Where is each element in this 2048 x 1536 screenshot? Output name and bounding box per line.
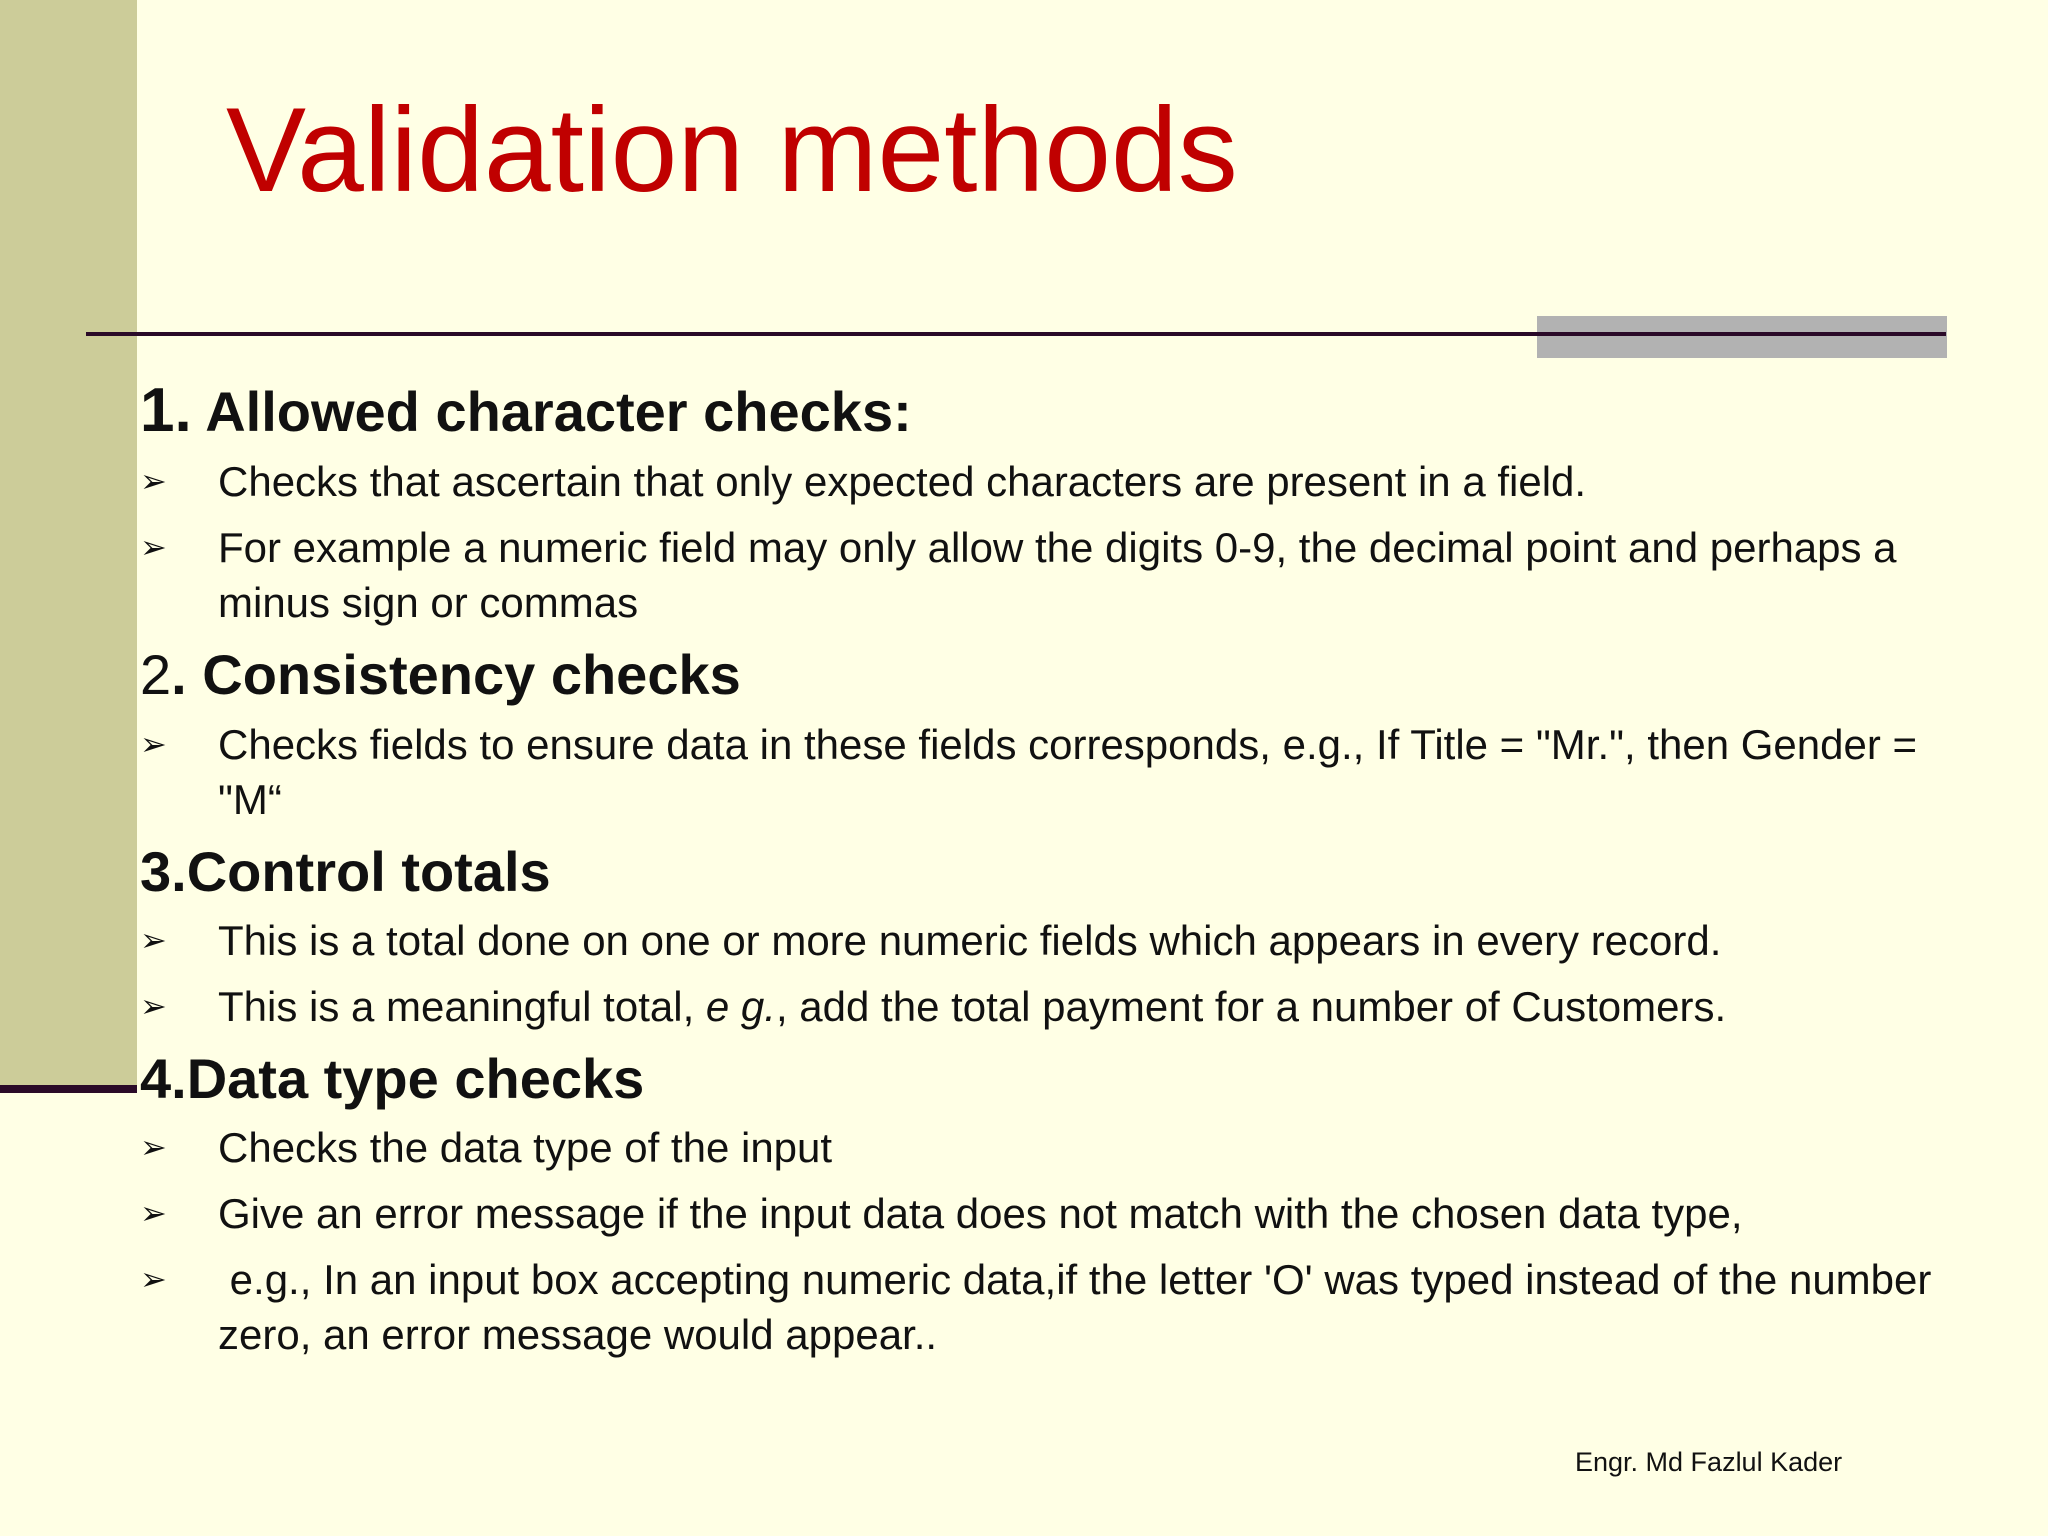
bullet-item	[140, 1252, 1944, 1362]
section-title: . Consistency checks	[171, 643, 741, 707]
arrowhead-bullet-icon: ➢	[140, 1128, 167, 1165]
section-heading-consistency-checks	[140, 641, 1940, 708]
bullet-item	[140, 1120, 1940, 1175]
bullet-text: This is a total done on one or more numeric fields which appears in every record.	[218, 916, 1722, 964]
arrowhead-bullet-icon: ➢	[140, 1260, 167, 1297]
section-number: 2	[140, 643, 172, 707]
slide-content	[140, 370, 1944, 1373]
arrowhead-bullet-icon: ➢	[140, 725, 167, 762]
slide-title: Validation methods	[226, 83, 1238, 217]
decorative-grey-block	[1537, 316, 1947, 358]
bullet-item	[140, 454, 1940, 509]
decorative-sidebar	[0, 0, 137, 1085]
bullet-item	[140, 913, 1940, 968]
section-number: 1.	[140, 376, 192, 445]
bullet-text-pre: This is a meaningful total,	[218, 982, 706, 1030]
section-number: 4.	[140, 1046, 187, 1110]
bullet-text: Checks fields to ensure data in these fields corresponds, e.g., If Title = "Mr.", then Gender = "M“	[218, 720, 1918, 823]
bullet-item	[140, 717, 1940, 827]
arrowhead-bullet-icon: ➢	[140, 1194, 167, 1231]
section-title: Allowed character checks:	[205, 380, 912, 443]
bullet-text: e.g., In an input box accepting numeric data,if the letter 'O' was typed instead of the number zero, an error message would appear..	[218, 1255, 1944, 1358]
bullet-text: Checks that ascertain that only expected characters are present in a field.	[218, 458, 1587, 506]
bullet-item	[140, 1186, 1940, 1241]
bullet-text-emphasis: e g.	[705, 982, 776, 1030]
bullet-text-post: , add the total payment for a number of Customers.	[775, 982, 1727, 1030]
arrowhead-bullet-icon: ➢	[140, 529, 167, 566]
title-divider	[86, 332, 1946, 336]
slide-footer-author: Engr. Md Fazlul Kader	[1575, 1447, 1843, 1477]
section-heading-control-totals	[140, 838, 1940, 905]
section-heading-data-type-checks	[140, 1045, 1940, 1112]
section-heading-allowed-character-checks	[140, 374, 1940, 448]
arrowhead-bullet-icon: ➢	[140, 463, 167, 500]
bullet-item	[140, 520, 1940, 630]
arrowhead-bullet-icon: ➢	[140, 987, 167, 1024]
arrowhead-bullet-icon: ➢	[140, 921, 167, 958]
section-number: 3.	[140, 839, 187, 903]
bullet-text: Checks the data type of the input	[218, 1123, 833, 1171]
bullet-text: For example a numeric field may only allow the digits 0-9, the decimal point and perhaps a minus sign or commas	[218, 524, 1897, 627]
section-title: Control totals	[186, 839, 551, 903]
section-title: Data type checks	[186, 1046, 645, 1110]
bullet-item	[140, 979, 1940, 1034]
bullet-text: Give an error message if the input data does not match with the chosen data type,	[218, 1189, 1743, 1237]
decorative-sidebar-underline	[0, 1085, 137, 1093]
